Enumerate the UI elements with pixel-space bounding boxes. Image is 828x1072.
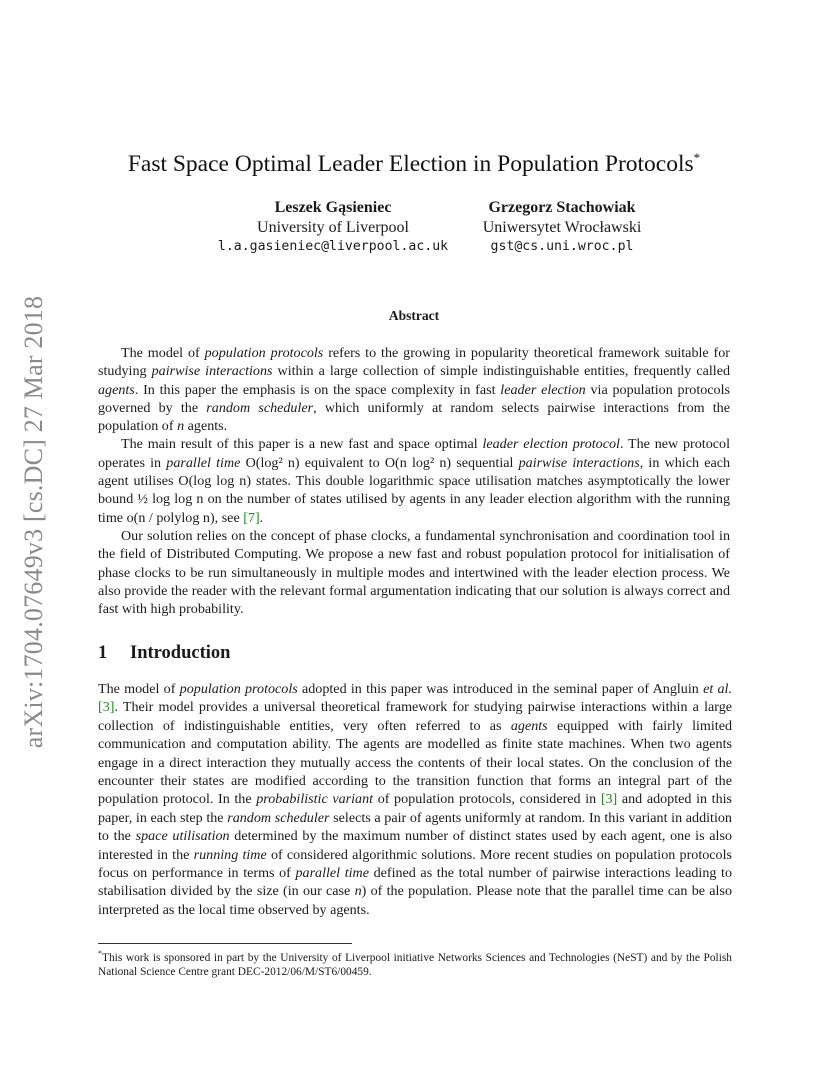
author-email[interactable]: gst@cs.uni.wroc.pl <box>490 239 634 254</box>
section-heading <box>98 643 230 664</box>
footnote-divider <box>98 943 352 944</box>
citation-link[interactable]: [3] <box>98 699 115 716</box>
title-footnote-mark: * <box>693 150 701 165</box>
abstract-paragraph: Our solution relies on the concept of phase clocks, a fundamental synchronisation and coordination tool in the field of Distributed Computing. We propose a new fast and robust population protocol for initialisation of phase clocks to be run simultaneously in multiple modes and intertwined with the leader election process. We also provide the reader with the relevant formal argumentation indicating that our solution is always correct and fast with high probability. <box>98 527 730 618</box>
citation-link[interactable]: [3] <box>600 791 618 808</box>
section-number: 1 <box>98 643 108 663</box>
author-name: Leszek Gąsieniec <box>274 199 392 216</box>
abstract-paragraph: The model of population protocols refers to the growing in popularity theoretical framework suitable for studying pairwise interactions within a large collection of simple indistinguishable entities, frequently called agents. In this paper the emphasis is on the space complexity in fast leader election via population protocols governed by the random scheduler, which uniformly at random selects pairwise interactions from the population of n agents. <box>98 345 731 435</box>
author-block <box>462 198 662 257</box>
abstract <box>98 344 730 618</box>
paper-title <box>0 150 828 178</box>
arxiv-sidebar <box>14 286 54 758</box>
footnote <box>98 947 732 980</box>
author-block <box>160 198 506 257</box>
author-affiliation: Uniwersytet Wrocławski <box>482 218 642 236</box>
footnote-text: This work is sponsored in part by the University of Liverpool initiative Networks Sciences and Technologies (NeST) and by the Polish National Science Centre grant DEC-2012/06/M/ST6/00459. <box>98 951 732 979</box>
introduction-body <box>98 680 732 919</box>
title-text: Fast Space Optimal Leader Election in Population Protocols <box>127 150 694 177</box>
footnote-mark: * <box>98 949 102 958</box>
citation-link[interactable]: [7] <box>243 509 260 526</box>
body-paragraph: The model of population protocols adopted in this paper was introduced in the seminal paper of Angluin et al. [3]. Their model provides a universal theoretical framework for studying pairwise interactions within a large collection of indistinguishable entities, very often referred to as agents equipped with fairly limited communication and computation ability. The agents are modelled as finite state machines. When two agents engage in a direct interaction they mutually access the contents of their local states. On the conclusion of the encounter their states are modified according to the transition function that forms an integral part of the population protocol. In the probabilistic variant of population protocols, considered in [3] and adopted in this paper, in each step the random scheduler selects a pair of agents uniformly at random. In this variant in addition to the space utilisation determined by the maximum number of distinct states used by each agent, one is also interested in the running time of considered algorithmic solutions. More recent studies on population protocols focus on performance in terms of parallel time defined as the total number of pairwise interactions leading to stabilisation divided by the size (in our case n) of the population. Please note that the parallel time can be also interpreted as the local time observed by agents. <box>98 681 733 918</box>
section-title: Introduction <box>130 643 231 663</box>
abstract-paragraph: The main result of this paper is a new fast and space optimal leader election protocol. The new protocol operates in parallel time O(log² n) equivalent to O(n log² n) sequential pairwise interactions, in which each agent utilises O(log log n) states. This double logarithmic space utilisation matches asymptotically the lower bound ½ log log n on the number of states utilised by agents in any leader election algorithm with the running time o(n / polylog n), see [7]. <box>98 436 731 526</box>
abstract-heading: Abstract <box>388 308 440 323</box>
arxiv-identifier: arXiv:1704.07649v3 [cs.DC] 27 Mar 2018 <box>19 295 48 749</box>
author-name: Grzegorz Stachowiak <box>488 199 636 216</box>
author-affiliation: University of Liverpool <box>257 218 409 236</box>
author-email[interactable]: l.a.gasieniec@liverpool.ac.uk <box>217 239 449 254</box>
